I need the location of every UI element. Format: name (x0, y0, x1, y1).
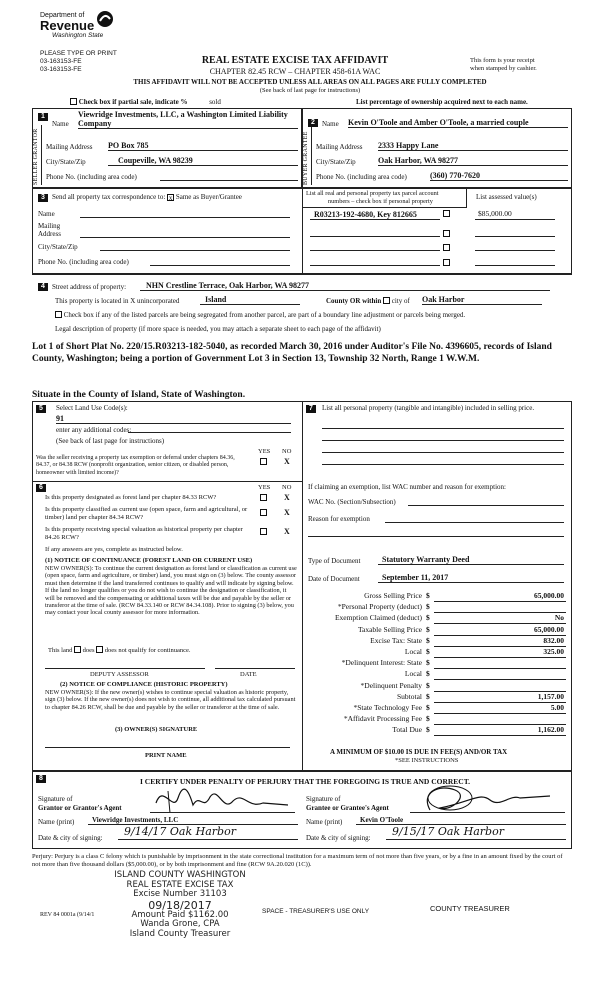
parcel-header (302, 188, 467, 208)
if-yes-note: If any answers are yes, complete as instructed below. (45, 546, 183, 553)
deputy-date-line[interactable] (215, 668, 295, 669)
pp-line-1[interactable] (322, 428, 564, 429)
reason-line-2[interactable] (308, 536, 564, 537)
notice-1-title: (1) NOTICE OF CONTINUANCE (FOREST LAND OR CURRENT USE) (45, 557, 253, 564)
grantee-sig-label (306, 795, 389, 812)
section-4-number: 4 (38, 283, 48, 291)
sec5-no-hdr: NO (282, 448, 292, 455)
calc-value[interactable]: 65,000.00 (434, 626, 566, 636)
calc-row (306, 692, 568, 703)
calc-label: Taxable Selling Price (357, 624, 422, 634)
buyer-name-label: Name (322, 120, 339, 128)
stamp-line-1: ISLAND COUNTY WASHINGTON (114, 870, 246, 880)
calc-label: Excise Tax: State (370, 635, 422, 645)
calc-row (306, 613, 568, 624)
exemption-label: If claiming an exemption, list WAC number and reason for exemption: (308, 483, 506, 491)
calc-currency: $ (426, 624, 430, 634)
corr-phone-label: Phone No. (including area code) (38, 258, 129, 266)
sec6-yes-hdr: YES (258, 484, 271, 491)
county-value[interactable]: Island (200, 295, 300, 305)
buyer-name[interactable]: Kevin O'Toole and Amber O'Toole, a married couple (348, 118, 568, 128)
calc-row (306, 636, 568, 647)
calc-label: Local (404, 646, 422, 656)
location-line (55, 297, 179, 305)
grantor-sig-label (38, 795, 122, 812)
thisland-label: This land (48, 647, 73, 654)
calc-row (306, 681, 568, 692)
land-use-code[interactable]: 91 (56, 414, 291, 424)
buyer-phone-label: Phone No. (including area code) (316, 173, 407, 181)
calc-value[interactable] (434, 659, 566, 669)
historic-question: Is this property receiving special valuation as historical property per chapter 84.26 RCW? (45, 526, 243, 541)
seller-phone-label: Phone No. (including area code) (46, 173, 137, 181)
tax-correspondence (52, 193, 242, 201)
county-within (326, 297, 410, 305)
rev-number: REV 84 0001a (9/14/1 (40, 912, 95, 918)
forest-yes-checkbox[interactable] (260, 494, 267, 501)
tax-calculation (306, 591, 568, 736)
calc-label: *Personal Property (deduct) (337, 602, 422, 612)
segregated-label: Check box if any of the listed parcels are being segregated from another parcel, are part of a boundary line adjustment or parcels being merged. (63, 311, 466, 319)
assessed-value[interactable]: $85,000.00 (475, 210, 555, 220)
warning-line: THIS AFFIDAVIT WILL NOT BE ACCEPTED UNLESS ALL AREAS ON ALL PAGES ARE FULLY COMPLETED (133, 78, 487, 86)
corr-name-field[interactable] (80, 217, 290, 218)
calc-currency: $ (426, 658, 430, 668)
calc-value[interactable]: 65,000.00 (434, 592, 566, 602)
pp-line-3[interactable] (322, 452, 564, 453)
calc-row (306, 647, 568, 658)
assessed-3[interactable] (475, 250, 555, 251)
pp-line-4[interactable] (322, 464, 564, 465)
current-use-no-answer[interactable]: X (284, 508, 290, 517)
grantor-date-label: Date & city of signing: (38, 834, 103, 842)
receipt-note (470, 57, 537, 73)
doctype-label: Type of Document (308, 557, 361, 565)
wac-field[interactable] (408, 505, 564, 506)
parcel-3[interactable] (310, 250, 440, 251)
grantor-signature[interactable] (148, 783, 298, 815)
land-use-label: Select Land Use Code(s): (56, 404, 128, 412)
same-label: Same as Buyer/Grantee (175, 193, 242, 201)
segregated-checkbox[interactable] (55, 311, 62, 318)
section-3-number: 3 (38, 194, 48, 202)
forest-no-answer[interactable]: X (284, 493, 290, 502)
calc-label: *State Technology Fee (353, 702, 422, 712)
section-5-number: 5 (36, 405, 46, 413)
space-label: SPACE - TREASURER'S USE ONLY (262, 908, 370, 915)
deputy-label: DEPUTY ASSESSOR (90, 671, 149, 678)
buyer-side-label: BUYER GRANTEE (303, 131, 309, 185)
seller-side-tab (33, 125, 42, 185)
section-1-number: 1 (38, 113, 48, 121)
parcel-4-checkbox[interactable] (443, 259, 450, 266)
stamp-date: 09/18/2017 (148, 898, 212, 912)
assessed-label: List assessed value(s) (476, 193, 537, 201)
grantee-signature[interactable] (410, 782, 560, 816)
perjury-note (32, 853, 572, 869)
calc-value[interactable]: 325.00 (434, 648, 566, 658)
print-name-label: PRINT NAME (145, 752, 187, 759)
parcel-hdr-2: numbers – check box if personal property (328, 198, 433, 205)
calc-row (306, 591, 568, 602)
city-value[interactable]: Oak Harbor (422, 295, 542, 305)
buyer-phone[interactable]: (360) 770-7620 (430, 171, 568, 181)
assessed-2[interactable] (475, 236, 555, 237)
owner-signature-title: (3) OWNER(S) SIGNATURE (115, 726, 198, 733)
calc-value[interactable]: 5.00 (434, 704, 566, 714)
city-checkbox[interactable] (383, 297, 390, 304)
buyer-city[interactable]: Oak Harbor, WA 98277 (378, 156, 568, 166)
street-address[interactable]: NHN Crestline Terrace, Oak Harbor, WA 98277 (140, 281, 550, 291)
situate-line: Situate in the County of Island, State of Washington. (32, 390, 246, 400)
does-checkbox[interactable] (74, 646, 81, 653)
parcel-2-checkbox[interactable] (443, 230, 450, 237)
form-title: REAL ESTATE EXCISE TAX AFFIDAVIT (201, 55, 389, 66)
corr-name-label: Name (38, 210, 55, 218)
grantee-date-label: Date & city of signing: (306, 834, 371, 842)
seller-side-label: SELLER GRANTOR (33, 128, 39, 185)
section-6-number: 6 (36, 484, 46, 492)
deputy-sign-line[interactable] (45, 668, 205, 669)
seller-mail[interactable]: PO Box 785 (108, 141, 298, 151)
stamp-treasurer-title: Island County Treasurer (129, 928, 231, 939)
parcel-1-checkbox[interactable] (443, 210, 450, 217)
perjury-text: Perjury: Perjury is a class C felony which is punishable by imprisonment in the state correctional institution for a maximum term of not more than five years, or by a fine in an amount fixed by the court of not more than five thousand dollars ($5,000.00), or by both imprisonment and fine (RCW 9A.20.020 (1C)). (32, 853, 563, 868)
code-1: 03-163153-FE (40, 58, 82, 65)
historic-yes-checkbox[interactable] (260, 528, 267, 535)
partial-sale (70, 98, 221, 106)
form-codes (40, 50, 117, 74)
calc-label: *Affidavit Processing Fee (343, 714, 422, 724)
calc-currency: $ (426, 613, 430, 623)
grantor-sig-line (150, 812, 295, 813)
grantee-date-city[interactable]: 9/15/17 Oak Harbor (386, 826, 566, 840)
grantor-date-city[interactable]: 9/14/17 Oak Harbor (118, 826, 298, 840)
buyer-mail[interactable]: 2333 Happy Lane (378, 141, 568, 151)
treasurer-stamp (100, 871, 260, 940)
corr-address-field[interactable] (80, 237, 290, 238)
current-use-yes-checkbox[interactable] (260, 509, 267, 516)
calc-row (306, 725, 568, 736)
owner-sign-line[interactable] (45, 747, 290, 748)
calc-value[interactable] (434, 670, 566, 680)
sec6-top-line (32, 481, 302, 482)
corr-city-field[interactable] (100, 250, 290, 251)
calc-label: Subtotal (396, 691, 422, 701)
document-type[interactable]: Statutory Warranty Deed (378, 555, 564, 565)
sec6-no-hdr: NO (282, 484, 292, 491)
additional-codes-label: enter any additional codes: (56, 426, 132, 434)
docdate-label: Date of Document (308, 575, 360, 583)
calc-currency: $ (426, 602, 430, 612)
current-use-question: Is this property classified as current use (open space, farm and agricultural, or timber) land per chapter 84.34 RCW? (45, 506, 248, 521)
partial-label: Check box if partial sale, indicate % (78, 98, 188, 106)
calc-value[interactable] (434, 603, 566, 613)
calc-label: Exemption Claimed (deduct) (334, 613, 422, 623)
form-chapter: CHAPTER 82.45 RCW – CHAPTER 458-61A WAC (209, 67, 381, 76)
calc-row (306, 625, 568, 636)
minimum-due: A MINIMUM OF $10.00 IS DUE IN FEE(S) AND/OR TAX (330, 748, 508, 756)
does-label: does (82, 647, 95, 654)
see-instructions: *SEE INSTRUCTIONS (395, 757, 459, 764)
calc-row (306, 658, 568, 669)
sec5-no-answer[interactable]: X (284, 457, 290, 466)
stamp-line-3: Excise Number 31103 (133, 889, 227, 900)
corr-mailing-label: Mailing (38, 222, 61, 230)
grantee-print-name[interactable]: Kevin O'Toole (356, 816, 566, 825)
partial-sale-checkbox[interactable] (70, 98, 77, 105)
calc-row (306, 714, 568, 725)
sec4-top-line (32, 274, 572, 275)
logo-swirl-icon (96, 10, 114, 28)
historic-no-answer[interactable]: X (284, 527, 290, 536)
calc-row (306, 669, 568, 680)
parcel-4[interactable] (310, 265, 440, 266)
sec5-yes-checkbox[interactable] (260, 458, 267, 465)
calc-label: Local (404, 669, 422, 679)
additional-codes-field[interactable] (128, 432, 291, 433)
seller-phone[interactable] (160, 180, 298, 181)
section-8-number: 8 (36, 775, 46, 783)
sold-label: sold (209, 98, 221, 106)
calc-label: *Delinquent Penalty (360, 680, 422, 690)
sec5-seeback: (See back of last page for instructions) (56, 437, 165, 445)
buyer-city-label: City/State/Zip (316, 158, 356, 166)
seller-city[interactable]: Coupeville, WA 98239 (108, 156, 298, 166)
parcel-3-checkbox[interactable] (443, 244, 450, 251)
notice-2-text: NEW OWNER(S): If the new owner(s) wishes to continue special valuation as historic property, sign (3) below. If the new owner(s) does not wish to continue, all additional tax calculated pursuant to chapter 84.26 RCW, shall be due and payable by the seller or transferor at the time of sale. (45, 689, 296, 711)
calc-currency: $ (426, 725, 430, 735)
grantee-sig-of: Signature of (306, 795, 341, 803)
grantor-print-name[interactable]: Viewridge Investments, LLC (88, 816, 298, 825)
legal-description: Lot 1 of Short Plat No. 220/15.R03213-182-5040, as recorded March 30, 2016 under Auditor's File No. 4396605, records of Island County, Washington; being a portion of Government Lot 3 in Section 13, Township 32 North, Range 1 W.W.M. (32, 342, 552, 364)
seller-mail-label: Mailing Address (46, 143, 93, 151)
calc-value[interactable]: 1,157.00 (434, 693, 566, 703)
corr-address-label: Address (38, 230, 61, 238)
wac-label: WAC No. (Section/Subsection) (308, 498, 396, 506)
cityof-label: city of (391, 297, 410, 305)
logo-revenue: Revenue (40, 18, 95, 34)
calc-label: Total Due (392, 725, 422, 735)
grantee-agent-label: Grantee or Grantee's Agent (306, 803, 389, 812)
assessed-4[interactable] (475, 265, 555, 266)
reason-field[interactable] (385, 522, 564, 523)
certify-line: I CERTIFY UNDER PENALTY OF PERJURY THAT THE FOREGOING IS TRUE AND CORRECT. (140, 777, 471, 786)
calc-value[interactable]: 832.00 (434, 637, 566, 647)
forest-question: Is this property designated as forest land per chapter 84.33 RCW? (45, 494, 217, 501)
pp-line-2[interactable] (322, 440, 564, 441)
deputy-date-label: DATE (240, 671, 257, 678)
reason-label: Reason for exemption (308, 515, 370, 523)
grantee-name-label: Name (print) (306, 818, 343, 826)
parcel-2[interactable] (310, 236, 440, 237)
list-percentage: List percentage of ownership acquired next to each name. (356, 98, 528, 106)
same-as-buyer-checkbox[interactable]: x (168, 194, 173, 202)
seller-city-label: City/State/Zip (46, 158, 86, 166)
parcel-number[interactable]: R03213-192-4680, Key 812665 (310, 210, 440, 220)
calc-label: *Delinquent Interest: State (341, 658, 422, 668)
calc-currency: $ (426, 702, 430, 712)
county-label: County OR within (326, 297, 382, 305)
buyer-mail-label: Mailing Address (316, 143, 363, 151)
doesnot-label: does not qualify for continuance. (104, 647, 191, 654)
corr-phone-field[interactable] (150, 265, 290, 266)
street-label: Street address of property: (52, 283, 127, 291)
logo-state: Washington State (52, 32, 104, 40)
notice-2-title: (2) NOTICE OF COMPLIANCE (HISTORIC PROPERTY) (60, 681, 228, 688)
calc-value[interactable] (434, 682, 566, 692)
calc-value[interactable] (434, 715, 566, 725)
parcel-hdr-1: List all real and personal property tax parcel account (306, 190, 439, 197)
grantee-sig-line (410, 812, 565, 813)
section-2-number: 2 (308, 119, 318, 127)
calc-currency: $ (426, 591, 430, 600)
stamp-treasurer-name: Wanda Grone, CPA (140, 919, 220, 930)
calc-currency: $ (426, 646, 430, 656)
county-treasurer-label: COUNTY TREASURER (430, 904, 510, 913)
grantor-agent-label: Grantor or Grantor's Agent (38, 803, 122, 812)
personal-property-label: List all personal property (tangible and intangible) included in selling price. (322, 404, 535, 412)
calc-label: Gross Selling Price (364, 591, 422, 600)
calc-value[interactable]: 1,162.00 (434, 726, 566, 736)
receipt-line-2: when stamped by cashier. (470, 65, 537, 72)
exemption-question: Was the seller receiving a property tax exemption or deferral under chapters 84.36, 84.37, or 84.38 RCW (nonprofit organization, senior citizen, or disabled person, homeowner with limited income)? (36, 455, 235, 476)
calc-currency: $ (426, 669, 430, 679)
sec5-yes-hdr: YES (258, 448, 271, 455)
calc-currency: $ (426, 714, 430, 724)
calc-currency: $ (426, 635, 430, 645)
receipt-line-1: This form is your receipt (470, 57, 535, 64)
corr-city-label: City/State/Zip (38, 243, 78, 251)
calc-row (306, 703, 568, 714)
calc-currency: $ (426, 691, 430, 701)
seeback-line: (See back of last page for instructions) (259, 87, 361, 94)
please-type: PLEASE TYPE OR PRINT (40, 50, 117, 57)
logo-dept: Department of (40, 12, 85, 19)
legal-label: Legal description of property (if more space is needed, you may attach a separate sheet to each page of the affidavit) (55, 325, 381, 333)
does-not-checkbox[interactable] (96, 646, 103, 653)
code-2: 03-163153-FE (40, 66, 82, 73)
stamp-amount: Amount Paid $1162.00 (131, 909, 229, 920)
lower-divider (302, 401, 303, 771)
grantor-name-label: Name (print) (38, 818, 75, 826)
seller-name-label: Name (52, 120, 69, 128)
segregated-line (55, 311, 465, 319)
seller-name[interactable]: Viewridge Investments, LLC, a Washington Limited Liability Company (78, 110, 298, 129)
calc-row (306, 602, 568, 613)
section-7-number: 7 (306, 405, 316, 413)
stamp-line-2: REAL ESTATE EXCISE TAX (126, 879, 234, 890)
this-land-line (48, 646, 191, 654)
calc-currency: $ (426, 680, 430, 690)
document-date[interactable]: September 11, 2017 (378, 573, 564, 583)
buyer-side-tab (303, 125, 312, 185)
grantor-sig-of: Signature of (38, 795, 73, 803)
send-label: Send all property tax correspondence to: (52, 193, 166, 201)
calc-value[interactable]: No (434, 614, 566, 624)
notice-1-text: NEW OWNER(S): To continue the current designation as forest land or classification as current use (open space, farm and agriculture, or timber) land, you must sign on (3) below. The county assessor must then determine if the land transferred continues to qualify and will indicate by signing below. If the land no longer qualifies or you do not wish to continue the designation or classification, it will be removed and the compensating or additional taxes will be due and payable by the seller or transferor at the time of sale. (RCW 84.33.140 or RCW 84.34.108). Prior to signing (3) below, you may contact your local county assessor for more information. (45, 565, 297, 617)
located-label: This property is located in X unincorporated (55, 297, 180, 305)
